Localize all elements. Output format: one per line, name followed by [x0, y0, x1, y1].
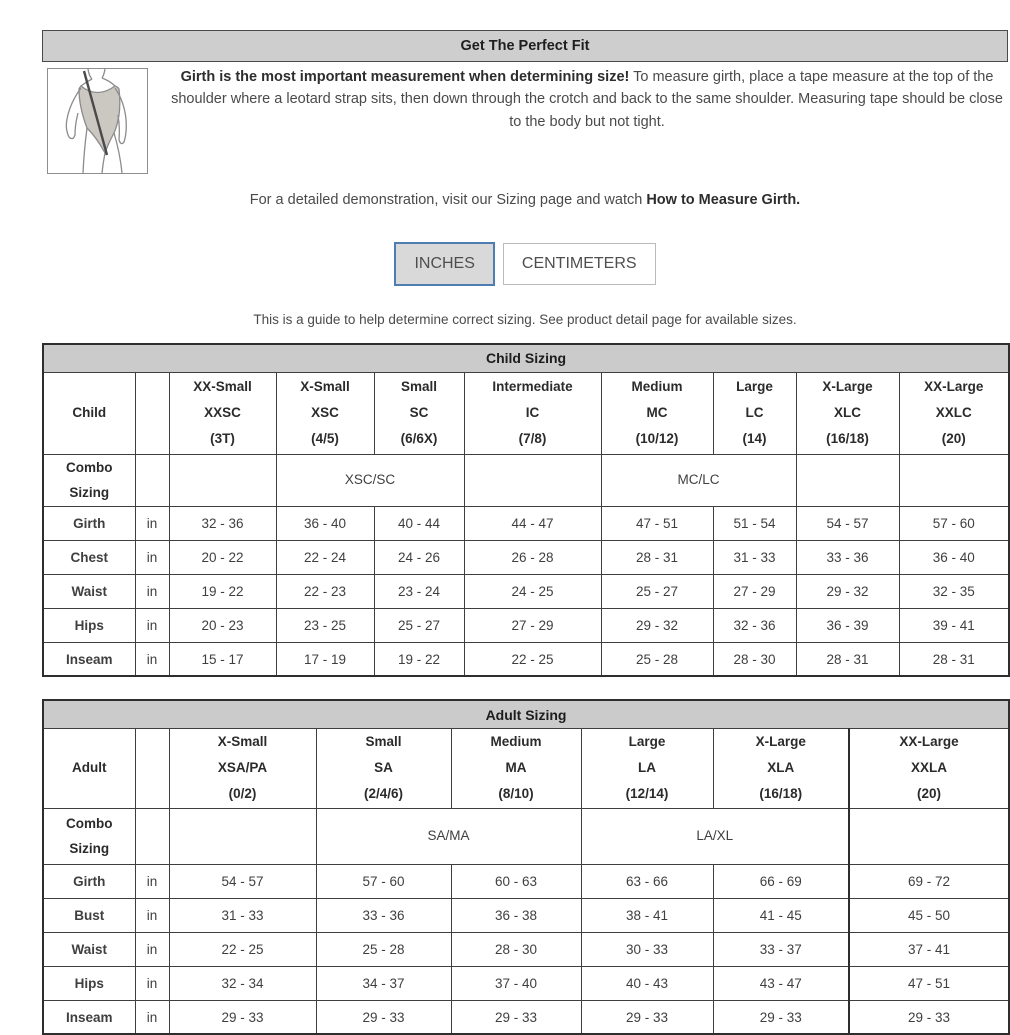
child-waist-row [43, 574, 1009, 608]
row-label: Hips [43, 608, 135, 642]
child-combo-mc-lc: MC/LC [601, 454, 796, 506]
value-cell: 37 - 41 [849, 932, 1009, 966]
value-cell: 41 - 45 [713, 898, 849, 932]
value-cell: 33 - 36 [316, 898, 451, 932]
value-cell: 19 - 22 [374, 642, 464, 676]
row-label: Girth [43, 506, 135, 540]
child-inseam-row [43, 642, 1009, 676]
unit-cell: in [135, 574, 169, 608]
value-cell: 22 - 23 [276, 574, 374, 608]
child-chest-row [43, 540, 1009, 574]
adult-unit-header-cell [135, 728, 169, 808]
unit-cell: in [135, 506, 169, 540]
adult-size-col-4 [713, 728, 849, 808]
value-cell: 29 - 32 [796, 574, 899, 608]
child-hips-row [43, 608, 1009, 642]
value-cell: 32 - 35 [899, 574, 1009, 608]
unit-cell: in [135, 898, 169, 932]
combo-empty-cell [796, 454, 899, 506]
unit-cell: in [135, 540, 169, 574]
size-code: LA [638, 760, 656, 776]
value-cell: 22 - 25 [464, 642, 601, 676]
adult-table-title: Adult Sizing [43, 700, 1009, 728]
combo-empty-cell [135, 808, 169, 864]
row-label: Bust [43, 898, 135, 932]
value-cell: 63 - 66 [581, 864, 713, 898]
adult-bust-row [43, 898, 1009, 932]
child-group-label: Child [43, 372, 135, 454]
unit-cell: in [135, 642, 169, 676]
value-cell: 33 - 36 [796, 540, 899, 574]
sizing-guide-note: This is a guide to help determine correct sizing. See product detail page for available sizes. [253, 312, 797, 327]
size-name: XX-Large [924, 378, 984, 394]
value-cell: 29 - 33 [713, 1000, 849, 1034]
size-code: MA [505, 760, 527, 776]
child-size-col-2 [374, 372, 464, 454]
value-cell: 34 - 37 [316, 966, 451, 1000]
unit-cell: in [135, 864, 169, 898]
adult-combo-label [43, 808, 135, 864]
value-cell: 20 - 22 [169, 540, 276, 574]
value-cell: 45 - 50 [849, 898, 1009, 932]
child-size-col-4 [601, 372, 713, 454]
size-name: Large [628, 733, 666, 749]
size-name: Large [736, 378, 773, 394]
centimeters-button[interactable]: CENTIMETERS [503, 243, 656, 285]
value-cell: 23 - 25 [276, 608, 374, 642]
adult-sizing-table [42, 699, 1010, 1035]
adult-combo-sa-ma: SA/MA [316, 808, 581, 864]
value-cell: 36 - 40 [276, 506, 374, 540]
child-table-title-row [43, 344, 1009, 372]
girth-measurement-figure [47, 68, 148, 174]
child-size-col-7 [899, 372, 1009, 454]
value-cell: 26 - 28 [464, 540, 601, 574]
row-label: Waist [43, 932, 135, 966]
child-girth-row [43, 506, 1009, 540]
size-name: XX-Small [193, 378, 252, 394]
size-range: (14) [742, 431, 767, 447]
value-cell: 32 - 36 [713, 608, 796, 642]
size-code: XXLA [911, 760, 948, 776]
value-cell: 19 - 22 [169, 574, 276, 608]
value-cell: 29 - 33 [169, 1000, 316, 1034]
adult-waist-row [43, 932, 1009, 966]
size-code: XXSC [204, 404, 241, 420]
value-cell: 25 - 28 [316, 932, 451, 966]
adult-size-col-2 [451, 728, 581, 808]
value-cell: 22 - 25 [169, 932, 316, 966]
combo-empty-cell [135, 454, 169, 506]
page-title [42, 30, 1008, 62]
value-cell: 47 - 51 [849, 966, 1009, 1000]
value-cell: 38 - 41 [581, 898, 713, 932]
row-label: Waist [43, 574, 135, 608]
intro-section [42, 66, 1008, 162]
value-cell: 37 - 40 [451, 966, 581, 1000]
girth-intro-rest: To measure girth, place a tape measure at the top of the shoulder where a leotard strap sits, then down through the crotch and back to the same shoulder. Measuring tape should be close to the body but not tight. [171, 69, 1003, 130]
girth-intro-bold: Girth is the most important measurement when determining size! [180, 69, 630, 85]
combo-empty-cell [464, 454, 601, 506]
value-cell: 29 - 33 [451, 1000, 581, 1034]
size-name: Intermediate [492, 378, 573, 394]
value-cell: 29 - 32 [601, 608, 713, 642]
size-range: (7/8) [518, 431, 547, 447]
child-size-col-1 [276, 372, 374, 454]
combo-label-line1: Combo [66, 815, 113, 831]
child-size-col-3 [464, 372, 601, 454]
adult-size-col-5 [849, 728, 1009, 808]
value-cell: 25 - 27 [601, 574, 713, 608]
adult-combo-row [43, 808, 1009, 864]
value-cell: 25 - 27 [374, 608, 464, 642]
value-cell: 28 - 31 [601, 540, 713, 574]
row-label: Inseam [43, 642, 135, 676]
size-code: XXLC [935, 404, 972, 420]
value-cell: 29 - 33 [581, 1000, 713, 1034]
adult-size-header-row [43, 728, 1009, 808]
value-cell: 31 - 33 [713, 540, 796, 574]
value-cell: 36 - 39 [796, 608, 899, 642]
value-cell: 40 - 44 [374, 506, 464, 540]
adult-inseam-row [43, 1000, 1009, 1034]
size-name: X-Large [822, 378, 873, 394]
size-code: XLC [834, 404, 861, 420]
combo-empty-cell [169, 808, 316, 864]
child-combo-xsc-sc: XSC/SC [276, 454, 464, 506]
unit-toggle-group [42, 242, 1008, 286]
combo-empty-cell [849, 808, 1009, 864]
value-cell: 17 - 19 [276, 642, 374, 676]
value-cell: 28 - 31 [796, 642, 899, 676]
size-range: (8/10) [498, 786, 534, 802]
size-name: X-Small [300, 378, 350, 394]
value-cell: 24 - 25 [464, 574, 601, 608]
adult-size-col-3 [581, 728, 713, 808]
value-cell: 22 - 24 [276, 540, 374, 574]
size-code: XLA [767, 760, 795, 776]
child-sizing-table [42, 343, 1010, 677]
unit-cell: in [135, 966, 169, 1000]
unit-cell: in [135, 1000, 169, 1034]
size-range: (10/12) [635, 431, 679, 447]
value-cell: 27 - 29 [713, 574, 796, 608]
size-name: Medium [490, 733, 542, 749]
inches-button[interactable]: INCHES [394, 242, 494, 286]
size-range: (6/6X) [400, 431, 438, 447]
value-cell: 32 - 34 [169, 966, 316, 1000]
row-label: Girth [43, 864, 135, 898]
value-cell: 57 - 60 [899, 506, 1009, 540]
value-cell: 54 - 57 [796, 506, 899, 540]
size-name: X-Small [217, 733, 268, 749]
size-code: SC [409, 404, 429, 420]
value-cell: 28 - 31 [899, 642, 1009, 676]
value-cell: 32 - 36 [169, 506, 276, 540]
content-area [42, 30, 1008, 1035]
adult-table-title-row [43, 700, 1009, 728]
girth-intro-paragraph [166, 66, 1008, 133]
leotard-girth-diagram-icon [48, 69, 147, 173]
size-range: (20) [917, 786, 942, 802]
size-name: Small [400, 378, 438, 394]
value-cell: 57 - 60 [316, 864, 451, 898]
size-code: MC [646, 404, 668, 420]
combo-label-line2: Sizing [69, 841, 110, 857]
combo-label-line1: Combo [66, 459, 113, 475]
unit-cell: in [135, 932, 169, 966]
size-code: XSA/PA [217, 760, 268, 776]
adult-group-label: Adult [43, 728, 135, 808]
size-code: LC [745, 404, 764, 420]
size-code: SA [374, 760, 393, 776]
value-cell: 28 - 30 [713, 642, 796, 676]
child-table-title: Child Sizing [43, 344, 1009, 372]
value-cell: 25 - 28 [601, 642, 713, 676]
value-cell: 23 - 24 [374, 574, 464, 608]
size-name: Small [365, 733, 402, 749]
row-label: Chest [43, 540, 135, 574]
size-range: (16/18) [826, 431, 869, 447]
row-label: Inseam [43, 1000, 135, 1034]
value-cell: 20 - 23 [169, 608, 276, 642]
value-cell: 69 - 72 [849, 864, 1009, 898]
value-cell: 29 - 33 [849, 1000, 1009, 1034]
value-cell: 31 - 33 [169, 898, 316, 932]
size-code: IC [525, 404, 540, 420]
size-range: (20) [941, 431, 966, 447]
value-cell: 36 - 38 [451, 898, 581, 932]
demo-instruction-line [42, 192, 1008, 208]
value-cell: 54 - 57 [169, 864, 316, 898]
value-cell: 44 - 47 [464, 506, 601, 540]
size-range: (16/18) [759, 786, 803, 802]
unit-cell: in [135, 608, 169, 642]
size-range: (2/4/6) [363, 786, 404, 802]
adult-size-col-1 [316, 728, 451, 808]
value-cell: 29 - 33 [316, 1000, 451, 1034]
combo-label-line2: Sizing [69, 485, 110, 501]
value-cell: 36 - 40 [899, 540, 1009, 574]
demo-bold: How to Measure Girth. [646, 192, 801, 208]
demo-prefix: For a detailed demonstration, visit our Sizing page and watch [249, 192, 647, 208]
value-cell: 60 - 63 [451, 864, 581, 898]
child-combo-row [43, 454, 1009, 506]
value-cell: 28 - 30 [451, 932, 581, 966]
size-code: XSC [311, 404, 339, 420]
size-name: XX-Large [899, 733, 959, 749]
child-size-col-6 [796, 372, 899, 454]
value-cell: 40 - 43 [581, 966, 713, 1000]
value-cell: 39 - 41 [899, 608, 1009, 642]
size-range: (3T) [210, 431, 235, 447]
child-size-header-row [43, 372, 1009, 454]
value-cell: 24 - 26 [374, 540, 464, 574]
child-unit-header-cell [135, 372, 169, 454]
adult-girth-row [43, 864, 1009, 898]
adult-hips-row [43, 966, 1009, 1000]
size-range: (0/2) [228, 786, 257, 802]
adult-combo-la-xl: LA/XL [581, 808, 849, 864]
size-name: Medium [631, 378, 683, 394]
child-size-col-0 [169, 372, 276, 454]
value-cell: 30 - 33 [581, 932, 713, 966]
value-cell: 15 - 17 [169, 642, 276, 676]
size-range: (12/14) [625, 786, 669, 802]
row-label: Hips [43, 966, 135, 1000]
combo-empty-cell [169, 454, 276, 506]
value-cell: 27 - 29 [464, 608, 601, 642]
child-combo-label [43, 454, 135, 506]
value-cell: 47 - 51 [601, 506, 713, 540]
size-range: (4/5) [311, 431, 339, 447]
adult-size-col-0 [169, 728, 316, 808]
child-size-col-5 [713, 372, 796, 454]
value-cell: 51 - 54 [713, 506, 796, 540]
value-cell: 43 - 47 [713, 966, 849, 1000]
value-cell: 66 - 69 [713, 864, 849, 898]
page-title-text: Get The Perfect Fit [460, 38, 590, 54]
value-cell: 33 - 37 [713, 932, 849, 966]
size-name: X-Large [755, 733, 806, 749]
combo-empty-cell [899, 454, 1009, 506]
